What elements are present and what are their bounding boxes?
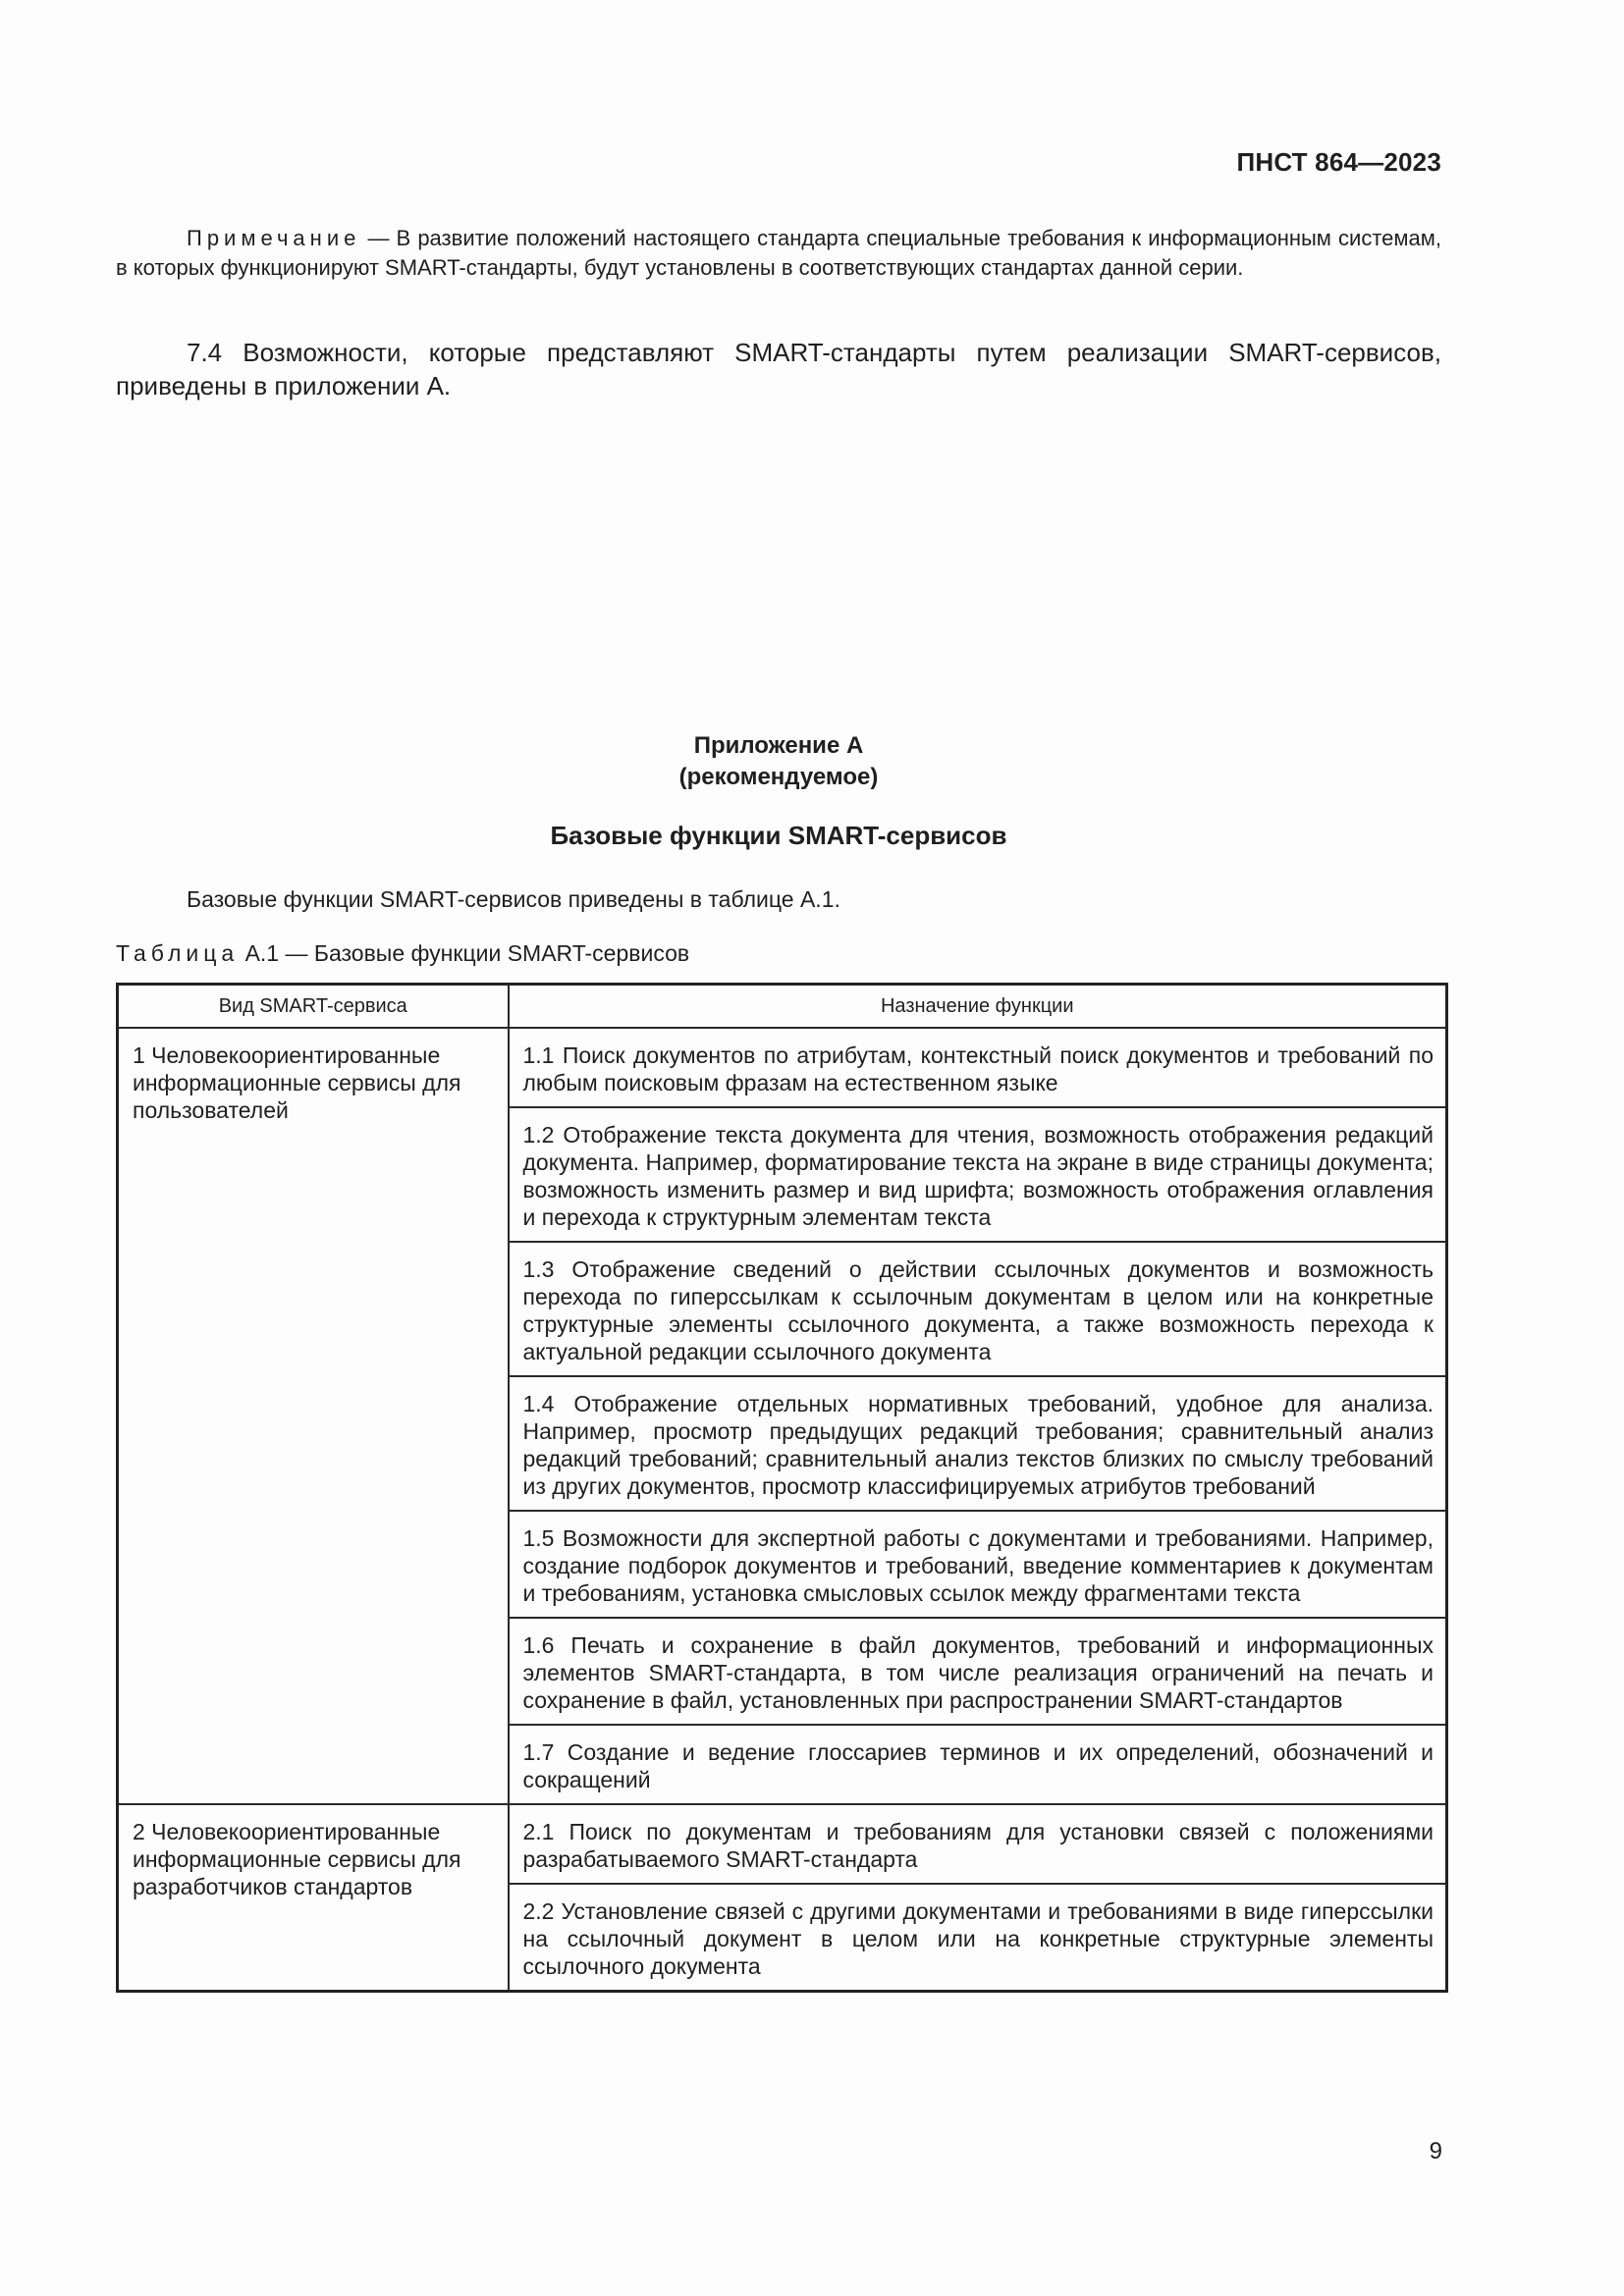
function-cell: 1.5 Возможности для экспертной работы с документами и требованиями. Например, создание подборок документов и требований, введение комментариев к документам и требованиям, установка смысловых ссылок между фрагментами текста — [509, 1511, 1447, 1618]
clause-7-4-text: 7.4 Возможности, которые представляют SMART-стандарты путем реализации SMART-сервисов, приведены в приложении А. — [116, 338, 1441, 400]
appendix-heading — [116, 730, 1441, 793]
page-number: 9 — [1429, 2138, 1442, 2164]
table-caption-text: А.1 — Базовые функции SMART-сервисов — [239, 940, 690, 966]
table-caption-label: Таблица — [116, 940, 240, 966]
clause-7-4 — [116, 336, 1441, 402]
appendix-subtitle: (рекомендуемое) — [678, 764, 879, 790]
table-caption — [116, 940, 689, 967]
table-row — [118, 1028, 1447, 1107]
document-code: ПНСТ 864—2023 — [1236, 147, 1441, 177]
table-header-row — [118, 985, 1447, 1029]
service-kind-cell: 1 Человекоориентированные информационные сервисы для пользователей — [118, 1028, 509, 1804]
function-cell: 1.6 Печать и сохранение в файл документов, требований и информационных элементов SMART-стандарта, в том числе реализация ограничений на печать и сохранение в файл, установленных при распространении SMART-стандартов — [509, 1618, 1447, 1725]
header-function: Назначение функции — [509, 985, 1447, 1029]
note-paragraph — [116, 224, 1441, 283]
note-text: — В развитие положений настоящего стандарта специальные требования к информационным системам, в которых функционируют SMART-стандарты, будут установлены в соответствующих стандартах данной серии. — [116, 226, 1441, 280]
appendix-intro: Базовые функции SMART-сервисов приведены в таблице А.1. — [187, 886, 840, 912]
section-title: Базовые функции SMART-сервисов — [550, 821, 1007, 850]
appendix-title: Приложение А — [693, 732, 864, 759]
header-kind: Вид SMART-сервиса — [118, 985, 509, 1029]
function-cell: 2.1 Поиск по документам и требованиям для установки связей с положениями разрабатываемого SMART-стандарта — [509, 1804, 1447, 1884]
table-row — [118, 1804, 1447, 1884]
function-cell: 1.4 Отображение отдельных нормативных требований, удобное для анализа. Например, просмотр предыдущих редакций требования; сравнительный анализ редакций требований; сравнительный анализ текстов близких по смыслу требований из других документов, просмотр классифицируемых атрибутов требований — [509, 1376, 1447, 1511]
table-container — [116, 983, 1445, 1993]
function-cell: 2.2 Установление связей с другими документами и требованиями в виде гиперссылки на ссылочный документ в целом или на конкретные структурные элементы ссылочного документа — [509, 1884, 1447, 1992]
service-kind-cell: 2 Человекоориентированные информационные сервисы для разработчиков стандартов — [118, 1804, 509, 1992]
function-cell: 1.2 Отображение текста документа для чтения, возможность отображения редакций документа. Например, форматирование текста на экране в виде страницы документа; возможность изменить размер и вид шрифта; возможность отображения оглавления и перехода к структурным элементам текста — [509, 1107, 1447, 1242]
note-label: Примечание — [187, 226, 361, 250]
functions-table — [116, 983, 1448, 1993]
function-cell: 1.3 Отображение сведений о действии ссылочных документов и возможность перехода по гиперссылкам к ссылочным документам в целом или на конкретные структурные элементы ссылочного документа, а также возможность перехода к актуальной редакции ссылочного документа — [509, 1242, 1447, 1376]
function-cell: 1.7 Создание и ведение глоссариев терминов и их определений, обозначений и сокращений — [509, 1725, 1447, 1804]
function-cell: 1.1 Поиск документов по атрибутам, контекстный поиск документов и требований по любым поисковым фразам на естественном языке — [509, 1028, 1447, 1107]
